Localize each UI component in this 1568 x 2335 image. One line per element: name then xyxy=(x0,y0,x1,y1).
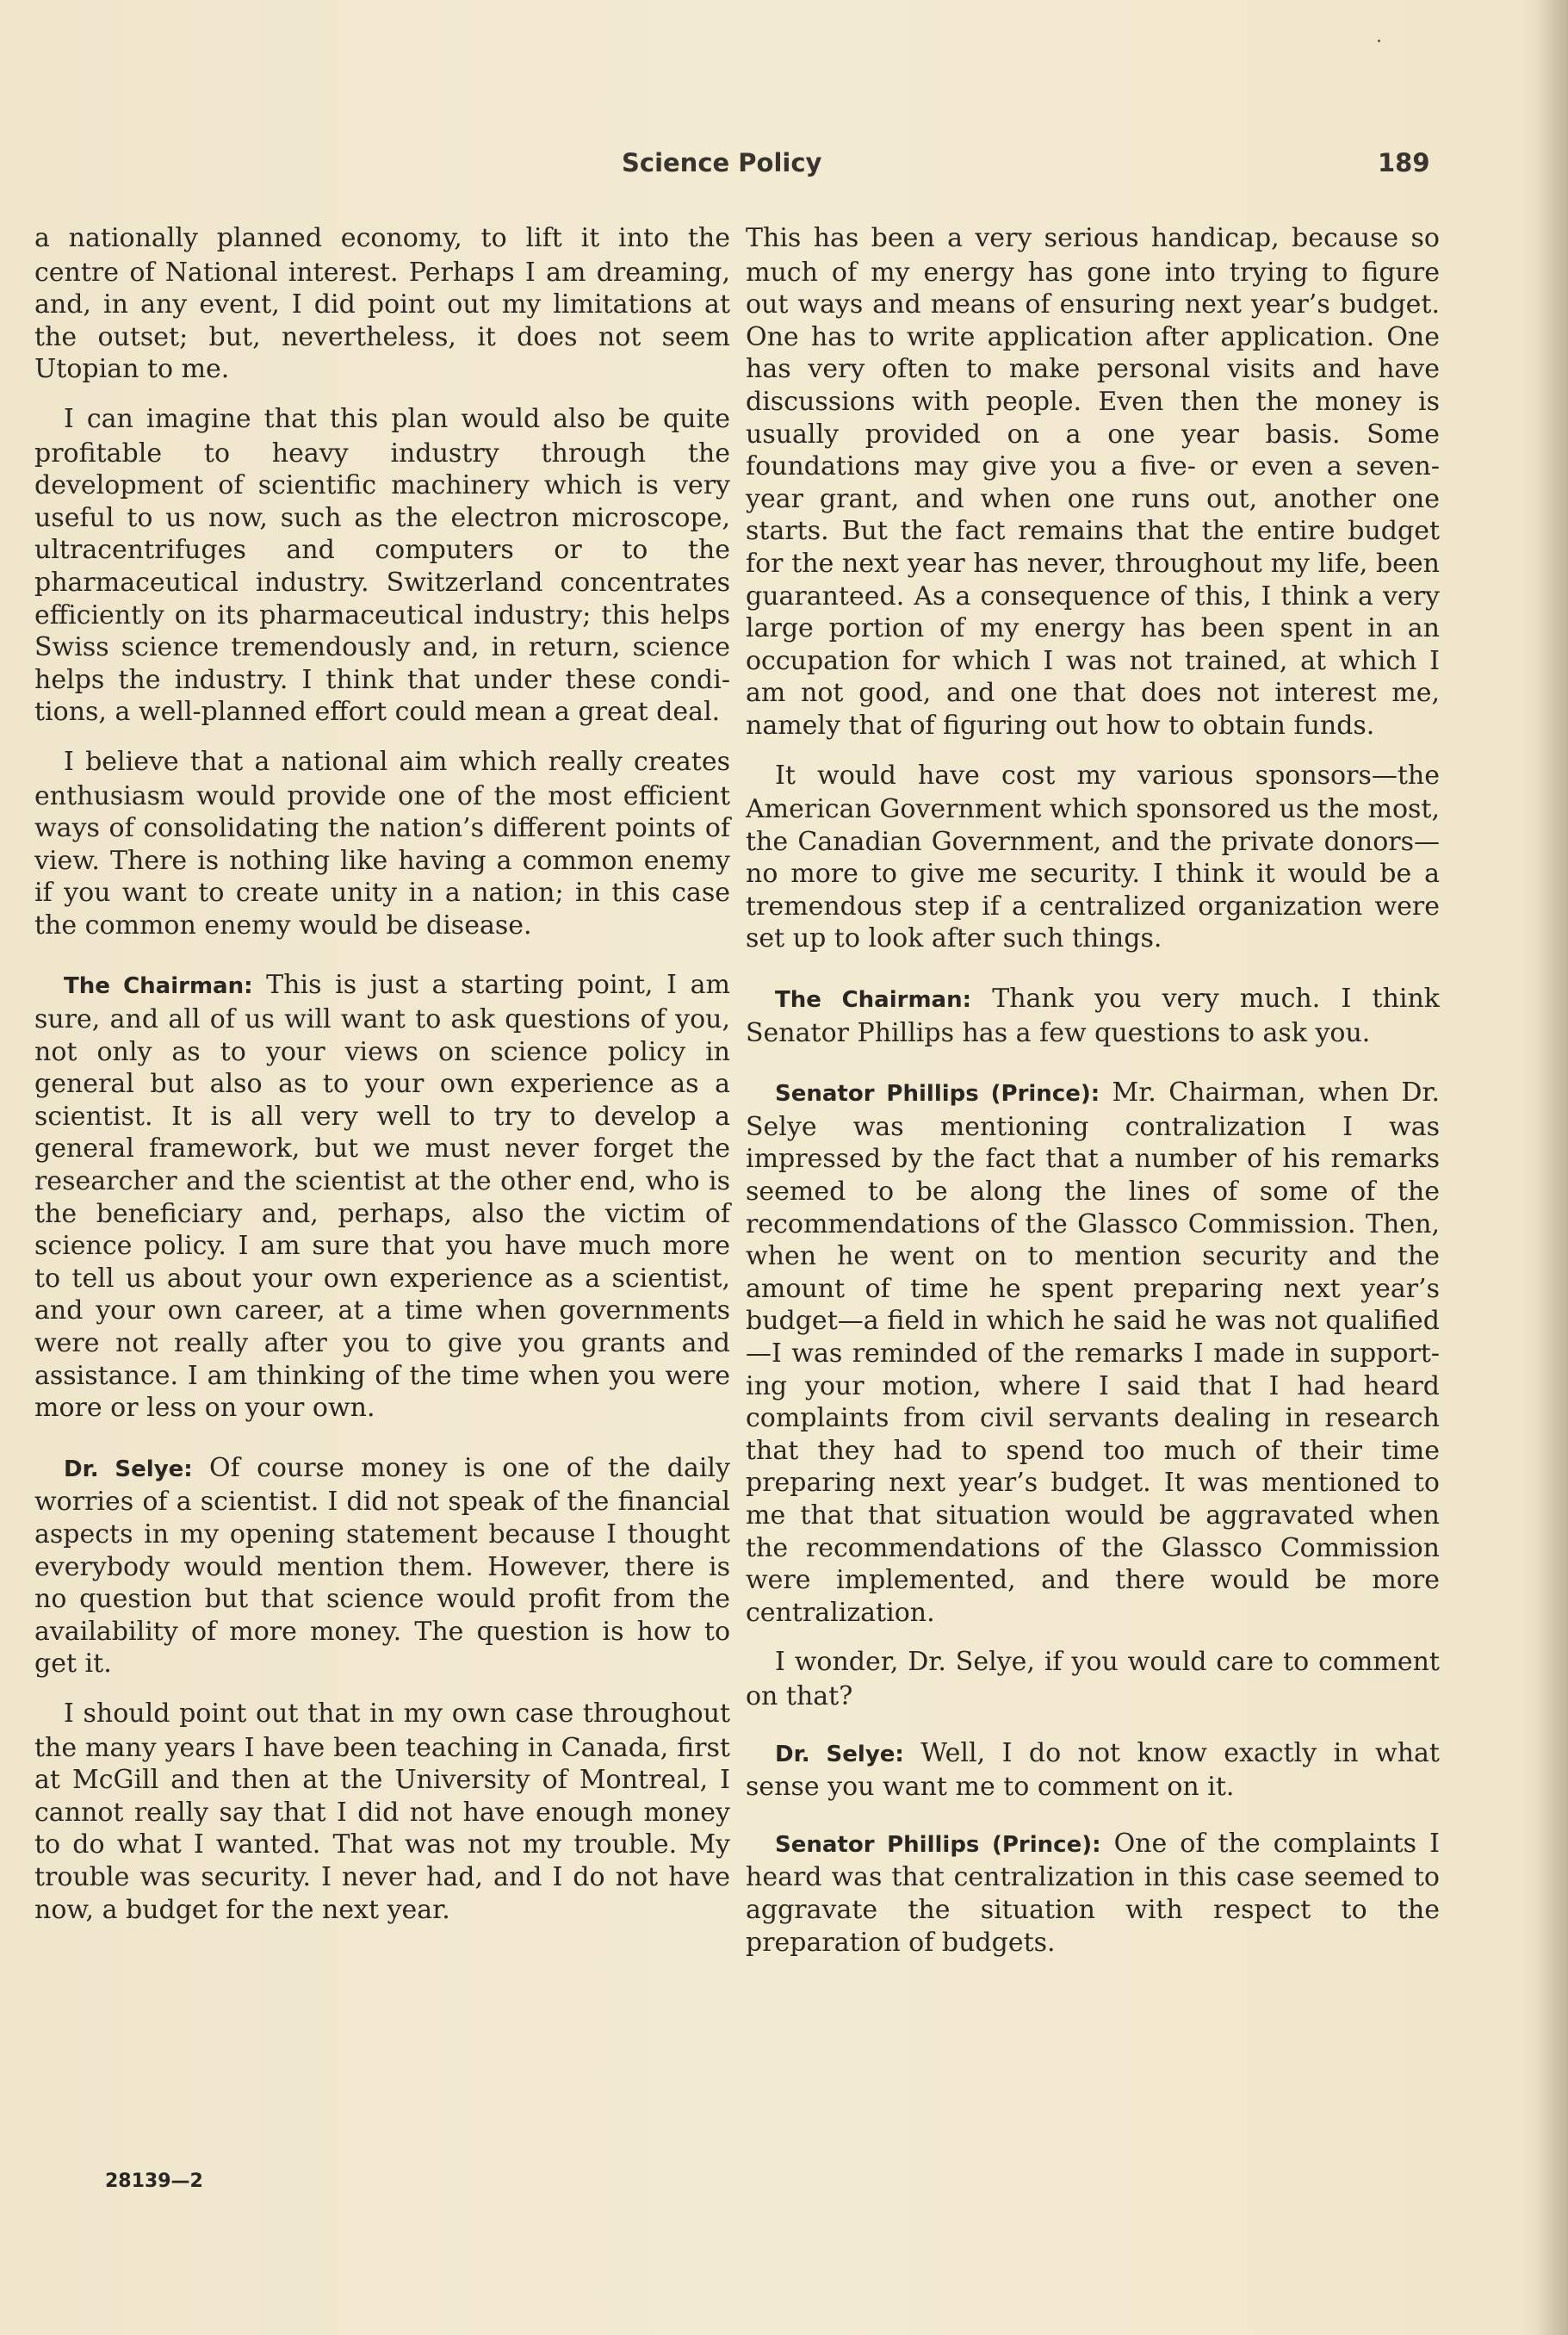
speaker-label: Dr. Selye: xyxy=(64,1456,193,1482)
page-spine-shadow xyxy=(1537,0,1568,2335)
paragraph xyxy=(746,1646,1440,1712)
paragraph xyxy=(34,746,730,942)
paragraph xyxy=(746,1077,1440,1629)
paragraph-text: Thank you very much. I think Senator Phillips has a few questions to ask you. xyxy=(746,984,1440,1048)
paragraph-text: I wonder, Dr. Selye, if you would care to comment on that? xyxy=(746,1647,1440,1711)
right-column xyxy=(746,222,1440,1976)
printer-signature-mark: 28139—2 xyxy=(105,2170,203,2192)
paragraph-text: Well, I do not know exactly in what sense you want me to comment on it. xyxy=(746,1737,1440,1803)
paragraph-text: I can imagine that this plan would also be quite profitable to heavy industry through the development of scientific machinery which is very useful to us now, such as the electron microscope, ultracentrifuges and computers or to the pharmaceutical industry. Switzerland concentrates efficiently on its pharmaceutical industry; this helps Swiss science tremendously and, in return, science helps the industry. I think that under these conditions, a well-planned effort could mean a great deal. xyxy=(34,403,730,728)
paragraph-text: I should point out that in my own case throughout the many years I have been teaching in Canada, first at McGill and then at the University of Montreal, I cannot really say that I did not have enough money to do what I wanted. That was not my trouble. My trouble was security. I never had, and I do not have now, a budget for the next year. xyxy=(34,1698,730,1925)
scan-dot xyxy=(1378,40,1380,42)
paragraph-text: This is just a starting point, I am sure, and all of us will want to ask questions of you, not only as to your views on science policy in general but also as to your own experience as a scientist. It is all very well to try to develop a general framework, but we must never forget the researcher and the scientist at the other end, who is the beneficiary and, perhaps, also the victim of science policy. I am sure that you have much more to tell us about your own experience as a scientist, and your own career, at a time when governments were not really after you to give you grants and assistance. I am thinking of the time when you were more or less on your own. xyxy=(34,970,730,1424)
speaker-label: Senator Phillips (Prince): xyxy=(775,1081,1100,1108)
paragraph xyxy=(746,760,1440,956)
left-column xyxy=(34,222,730,1943)
running-title: Science Policy xyxy=(622,148,822,177)
paragraph-text: Of course money is one of the daily worries of a scientist. I did not speak of the financial aspects in my opening statement because I thought everybody would mention them. However, there is no question but that science would profit from the availability of more money. The question is how to get it. xyxy=(34,1452,730,1680)
speaker-label: The Chairman: xyxy=(775,987,972,1014)
paragraph xyxy=(746,1828,1440,1959)
paragraph-text: It would have cost my various sponsors—the American Government which sponsored us the most, the Canadian Government, and the private donors—no more to give me security. I think it would be a tremendous step if a centralized organization were set up to look after such things. xyxy=(746,760,1440,954)
paragraph-text: I believe that a national aim which really creates enthusiasm would provide one of the most efficient ways of consolidating the nation’s different points of view. There is nothing like having a common enemy if you want to create unity in a nation; in this case the common enemy would be disease. xyxy=(34,746,730,941)
speaker-label: Dr. Selye: xyxy=(775,1741,904,1767)
paragraph xyxy=(34,1698,730,1926)
speaker-label: The Chairman: xyxy=(64,973,253,1000)
paragraph-text: a nationally planned economy, to lift it into the centre of National interest. Perhaps I am dreaming, and, in any event, I did point out my limitations at the outset; but, nevertheless, it does not seem Utopian to me. xyxy=(34,223,730,385)
paragraph-text: This has been a very serious handicap, because so much of my energy has gone into trying to figure out ways and means of ensuring next year’s budget. One has to write application after application. One has very often to make personal visits and have discussions with people. Even then the money is usually provided on a one year basis. Some foundations may give you a five- or even a seven-year grant, and when one runs out, another one starts. But the fact remains that the entire budget for the next year has never, throughout my life, been guaranteed. As a consequence of this, I think a very large portion of my energy has been spent in an occupation for which I was not trained, at which I am not good, and one that does not interest me, namely that of figuring out how to obtain funds. xyxy=(746,223,1440,741)
page-number: 189 xyxy=(1378,148,1430,177)
paragraph xyxy=(34,969,730,1424)
paragraph xyxy=(34,1452,730,1680)
paragraph xyxy=(34,222,730,386)
paragraph-text: Mr. Chairman, when Dr. Selye was mentioning contralization I was impressed by the fact that a number of his remarks seemed to be along the lines of some of the recommendations of the Glassco Commission. Then, when he went on to mention security and the amount of time he spent preparing next year’s budget—a field in which he said he was not qualified—I was reminded of the remarks I made in supporting your motion, where I said that I had heard complaints from civil servants dealing in research that they had to spend too much of their time preparing next year’s budget. It was mentioned to me that that situation would be aggravated when the recommendations of the Glassco Commission were implemented, and there would be more centralization. xyxy=(746,1077,1440,1628)
speaker-label: Senator Phillips (Prince): xyxy=(775,1831,1101,1858)
paragraph xyxy=(746,983,1440,1049)
paragraph-text: One of the complaints I heard was that centralization in this case seemed to aggravate the situation with respect to the preparation of budgets. xyxy=(746,1828,1440,1958)
paragraph xyxy=(746,222,1440,742)
paragraph xyxy=(34,403,730,729)
paragraph xyxy=(746,1737,1440,1804)
